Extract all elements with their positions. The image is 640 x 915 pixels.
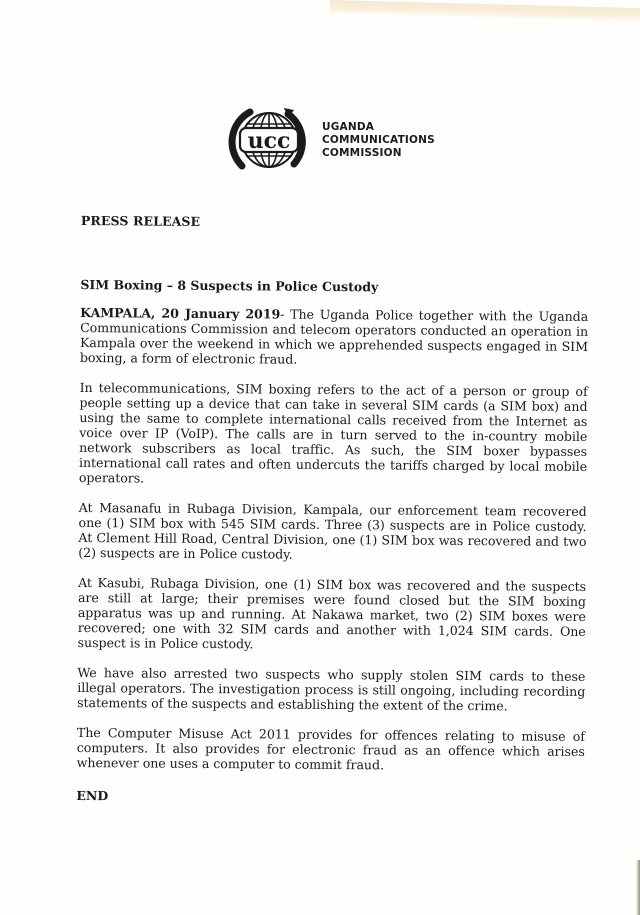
globe-logo-icon bbox=[228, 104, 310, 176]
paragraph-masanafu: At Masanafu in Rubaga Division, Kampala, our enforcement team recovered one (1) SIM box with 545 SIM cards. Three (3) suspects are in Police custody. At Clement Hill Road, Central Division, one (1) SIM box was recovered and two (2) suspects are in Police custody. bbox=[78, 499, 587, 562]
paragraph-arrests: We have also arrested two suspects who supply stolen SIM cards to these illegal operators. The investigation process is still ongoing, including recording statements of the suspects and establishing the extent of the crime. bbox=[77, 664, 586, 714]
paper-edge-shadow-right bbox=[636, 860, 640, 915]
paper-edge-shadow bbox=[330, 0, 640, 22]
organization-name-line-1: UGANDA bbox=[322, 120, 375, 133]
ucc-logo bbox=[228, 104, 435, 176]
organization-name-line-3: COMMISSION bbox=[322, 146, 402, 159]
organization-name-line-2: COMMUNICATIONS bbox=[322, 133, 435, 146]
document-label: PRESS RELEASE bbox=[80, 213, 201, 229]
svg-text:ucc: ucc bbox=[247, 128, 291, 154]
paragraph-intro-text: - The Uganda Police together with the Uganda Communications Commission and telecom operators conducted an operation in Kampala over the weekend in which we apprehended suspects engaged in SIM boxing, a form of electronic fraud. bbox=[79, 306, 589, 367]
paragraph-legal: The Computer Misuse Act 2011 provides for offences relating to misuse of computers. It also provides for electronic fraud as an offence which arises whenever one uses a computer to commit fraud. bbox=[76, 724, 585, 773]
paragraph-kasubi-nakawa: At Kasubi, Rubaga Division, one (1) SIM box was recovered and the suspects are still at large; their premises were found closed but the SIM boxing apparatus was up and running. At Nakawa market, two (2) SIM boxes were recovered; one with 32 SIM cards and another with 1,024 SIM cards. One suspect is in Police custody. bbox=[77, 574, 587, 652]
organization-name bbox=[322, 121, 435, 160]
paragraph-intro bbox=[80, 305, 588, 369]
dateline: KAMPALA, 20 January 2019 bbox=[80, 304, 281, 322]
press-release-body bbox=[76, 213, 589, 807]
end-marker: END bbox=[76, 787, 109, 804]
paragraph-definition: In telecommunications, SIM boxing refers to the act of a person or group of people setting up a device that can take in several SIM cards (a SIM box) and using the same to complete international calls received from the Internet as voice over IP (VoIP). The calls are in turn served to the in-country mobile network subscribers as local traffic. As such, the SIM boxer bypasses international call rates and often undercuts the tariffs charged by local mobile operators. bbox=[78, 379, 588, 486]
headline: SIM Boxing – 8 Suspects in Police Custody bbox=[80, 276, 379, 295]
